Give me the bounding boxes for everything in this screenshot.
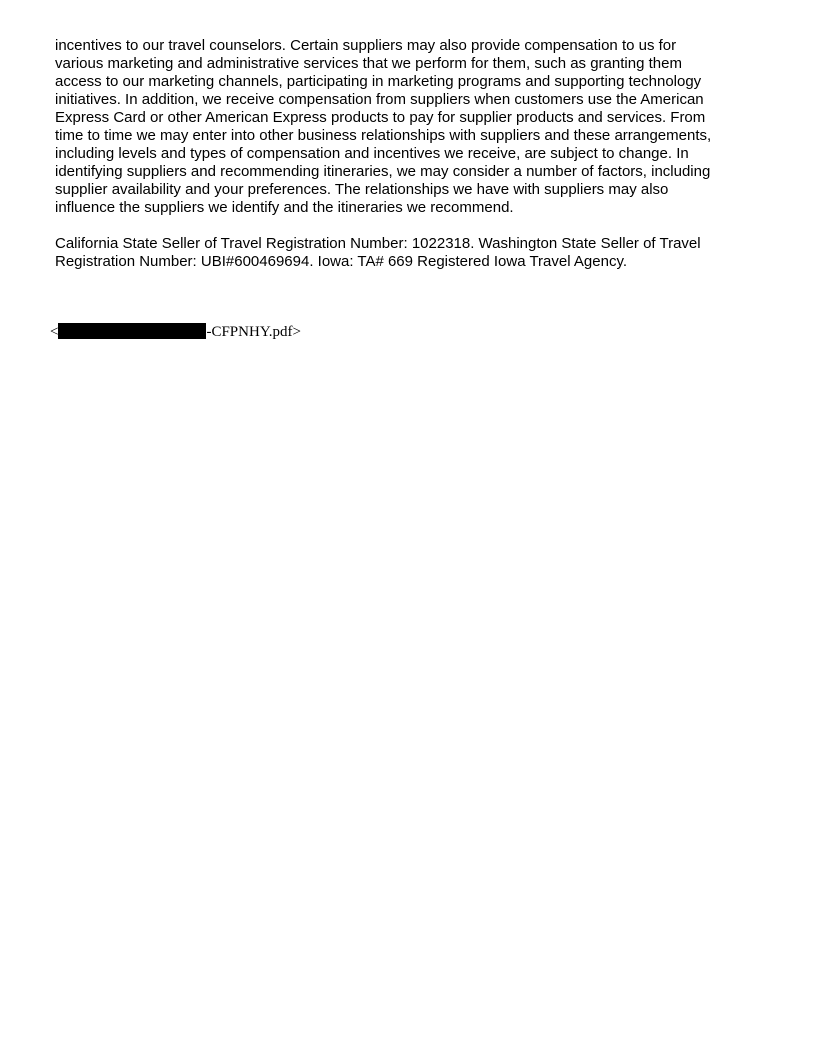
- paragraph-line: influence the suppliers we identify and the itineraries we recommend.: [55, 199, 514, 216]
- attachment-reference[interactable]: [50, 323, 301, 341]
- registration-paragraph: [55, 235, 775, 271]
- redaction-block: [58, 323, 206, 339]
- paragraph-line: various marketing and administrative services that we perform for them, such as granting them: [55, 55, 682, 72]
- paragraph-line: identifying suppliers and recommending itineraries, we may consider a number of factors, including: [55, 163, 711, 180]
- attachment-filename-suffix: -CFPNHY.pdf>: [206, 324, 301, 340]
- paragraph-line: Registration Number: UBI#600469694. Iowa: TA# 669 Registered Iowa Travel Agency.: [55, 253, 627, 270]
- paragraph-line: access to our marketing channels, participating in marketing programs and supporting technology: [55, 73, 702, 90]
- paragraph-line: initiatives. In addition, we receive compensation from suppliers when customers use the American: [55, 91, 704, 108]
- attachment-prefix: <: [50, 324, 59, 340]
- paragraph-line: Express Card or other American Express products to pay for supplier products and services. From: [55, 109, 706, 126]
- paragraph-line: time to time we may enter into other business relationships with suppliers and these arrangements,: [55, 127, 712, 144]
- paragraph-line: including levels and types of compensation and incentives we receive, are subject to change. In: [55, 145, 689, 162]
- paragraph-line: supplier availability and your preferences. The relationships we have with suppliers may also: [55, 181, 669, 198]
- supplier-compensation-paragraph: [55, 37, 775, 217]
- paragraph-line: incentives to our travel counselors. Certain suppliers may also provide compensation to us for: [55, 37, 677, 54]
- paragraph-line: California State Seller of Travel Registration Number: 1022318. Washington State Seller of Travel: [55, 235, 701, 252]
